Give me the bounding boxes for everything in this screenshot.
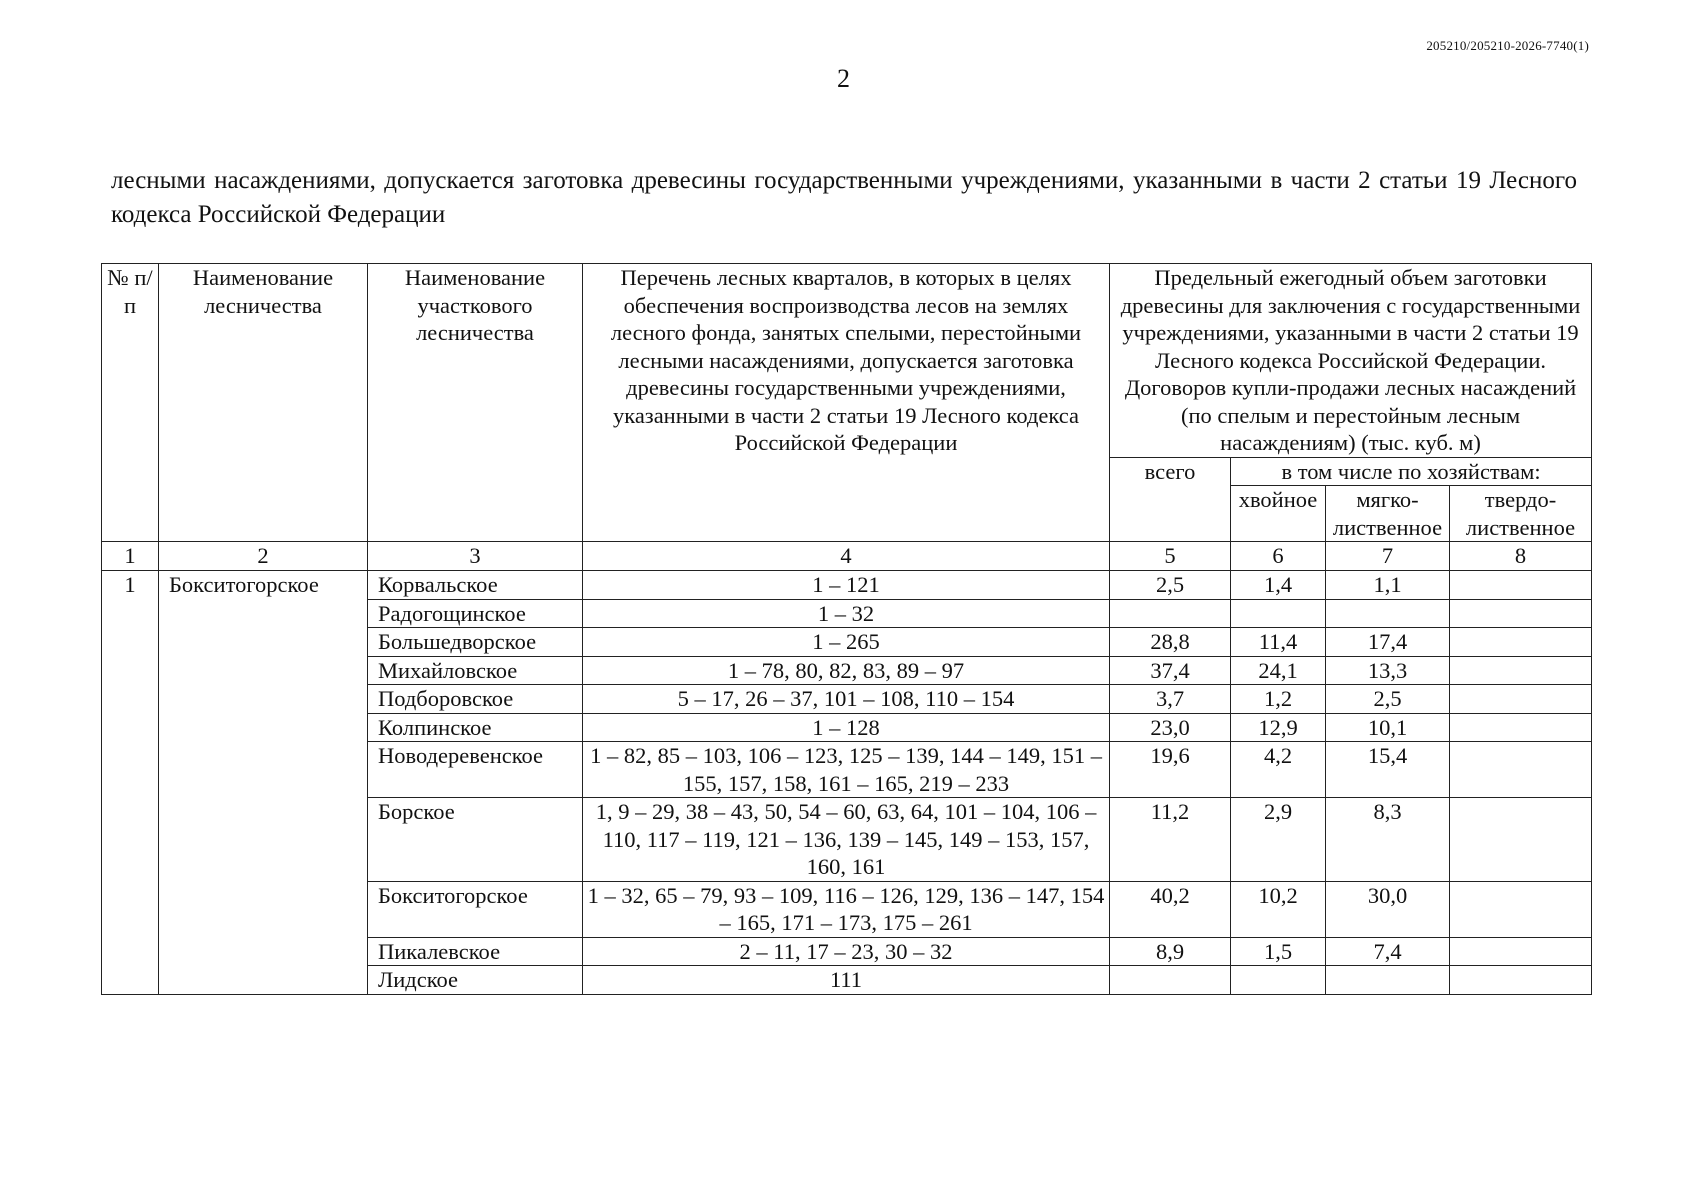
volume-softwood: 17,4 xyxy=(1326,628,1450,657)
quarters-list: 1 – 32, 65 – 79, 93 – 109, 116 – 126, 129, 136 – 147, 154 – 165, 171 – 173, 175 – 261 xyxy=(583,881,1110,937)
col-number: 3 xyxy=(368,542,583,571)
header-volume: Предельный ежегодный объем заготовки древесины для заключения с государственными учреждениями, указанными в части 2 статьи 19 Лесного кодекса Российской Федерации. Договоров купли-продажи лесных насаждений (по спелым и перестойным лесным насаждениям) (тыс. куб. м) xyxy=(1110,264,1592,458)
forestry-name: Бокситогорское xyxy=(159,571,368,995)
quarters-list: 1 – 82, 85 – 103, 106 – 123, 125 – 139, 144 – 149, 151 – 155, 157, 158, 161 – 165, 219 – 233 xyxy=(583,742,1110,798)
volume-coniferous xyxy=(1231,966,1326,995)
volume-total: 3,7 xyxy=(1110,685,1231,714)
volume-hardwood xyxy=(1450,881,1592,937)
district-name: Борское xyxy=(368,798,583,882)
volume-coniferous: 4,2 xyxy=(1231,742,1326,798)
col-number: 5 xyxy=(1110,542,1231,571)
quarters-list: 111 xyxy=(583,966,1110,995)
volume-softwood: 30,0 xyxy=(1326,881,1450,937)
volume-total: 23,0 xyxy=(1110,713,1231,742)
volume-softwood: 2,5 xyxy=(1326,685,1450,714)
quarters-list: 1 – 78, 80, 82, 83, 89 – 97 xyxy=(583,656,1110,685)
volume-total: 19,6 xyxy=(1110,742,1231,798)
volume-softwood: 8,3 xyxy=(1326,798,1450,882)
district-name: Лидское xyxy=(368,966,583,995)
quarters-list: 2 – 11, 17 – 23, 30 – 32 xyxy=(583,937,1110,966)
volume-total xyxy=(1110,966,1231,995)
page-number: 2 xyxy=(837,64,850,93)
volume-total: 2,5 xyxy=(1110,571,1231,600)
volume-softwood: 10,1 xyxy=(1326,713,1450,742)
header-district: Наименование участкового лесничества xyxy=(368,264,583,542)
col-number: 2 xyxy=(159,542,368,571)
volume-coniferous: 11,4 xyxy=(1231,628,1326,657)
district-name: Михайловское xyxy=(368,656,583,685)
quarters-list: 5 – 17, 26 – 37, 101 – 108, 110 – 154 xyxy=(583,685,1110,714)
volume-coniferous: 12,9 xyxy=(1231,713,1326,742)
district-name: Новодеревенское xyxy=(368,742,583,798)
quarters-list: 1 – 265 xyxy=(583,628,1110,657)
volume-coniferous: 10,2 xyxy=(1231,881,1326,937)
district-name: Пикалевское xyxy=(368,937,583,966)
volume-hardwood xyxy=(1450,966,1592,995)
volume-hardwood xyxy=(1450,628,1592,657)
row-number: 1 xyxy=(102,571,159,995)
col-number: 1 xyxy=(102,542,159,571)
header-quarters: Перечень лесных кварталов, в которых в целях обеспечения воспроизводства лесов на землях лесного фонда, занятых спелыми, перестойными лесными насаждениями, допускается заготовка древесины государственными учреждениями, указанными в части 2 статьи 19 Лесного кодекса Российской Федерации xyxy=(583,264,1110,542)
volume-coniferous: 1,4 xyxy=(1231,571,1326,600)
quarters-list: 1 – 32 xyxy=(583,599,1110,628)
header-softwood: мягко-лиственное xyxy=(1326,486,1450,542)
col-number: 7 xyxy=(1326,542,1450,571)
volume-coniferous xyxy=(1231,599,1326,628)
volume-hardwood xyxy=(1450,798,1592,882)
volume-coniferous: 1,5 xyxy=(1231,937,1326,966)
volume-total: 28,8 xyxy=(1110,628,1231,657)
volume-softwood: 7,4 xyxy=(1326,937,1450,966)
quarters-list: 1 – 121 xyxy=(583,571,1110,600)
volume-total: 8,9 xyxy=(1110,937,1231,966)
header-forestry: Наименование лесничества xyxy=(159,264,368,542)
volume-coniferous: 2,9 xyxy=(1231,798,1326,882)
volume-softwood: 13,3 xyxy=(1326,656,1450,685)
document-id: 205210/205210-2026-7740(1) xyxy=(1426,38,1589,53)
volume-hardwood xyxy=(1450,937,1592,966)
header-total: всего xyxy=(1110,457,1231,542)
header-coniferous: хвойное xyxy=(1231,486,1326,542)
column-numbers-row xyxy=(102,542,1592,571)
col-number: 6 xyxy=(1231,542,1326,571)
volume-coniferous: 24,1 xyxy=(1231,656,1326,685)
volume-hardwood xyxy=(1450,571,1592,600)
volume-total: 37,4 xyxy=(1110,656,1231,685)
volume-hardwood xyxy=(1450,713,1592,742)
volume-softwood xyxy=(1326,599,1450,628)
header-hardwood: твердо-лиственное xyxy=(1450,486,1592,542)
header-number: № п/п xyxy=(102,264,159,542)
volume-softwood: 1,1 xyxy=(1326,571,1450,600)
forest-quarters-table xyxy=(101,263,1592,995)
quarters-list: 1 – 128 xyxy=(583,713,1110,742)
col-number: 4 xyxy=(583,542,1110,571)
volume-hardwood xyxy=(1450,656,1592,685)
district-name: Большедворское xyxy=(368,628,583,657)
volume-total: 40,2 xyxy=(1110,881,1231,937)
district-name: Подборовское xyxy=(368,685,583,714)
quarters-list: 1, 9 – 29, 38 – 43, 50, 54 – 60, 63, 64, 101 – 104, 106 – 110, 117 – 119, 121 – 136, 139 – 145, 149 – 153, 157, 160, 161 xyxy=(583,798,1110,882)
intro-paragraph: лесными насаждениями, допускается заготовка древесины государственными учреждениями, указанными в части 2 статьи 19 Лесного кодекса Российской Федерации xyxy=(111,167,1577,228)
volume-hardwood xyxy=(1450,685,1592,714)
district-name: Колпинское xyxy=(368,713,583,742)
volume-total xyxy=(1110,599,1231,628)
volume-coniferous: 1,2 xyxy=(1231,685,1326,714)
header-including: в том числе по хозяйствам: xyxy=(1231,457,1592,486)
district-name: Корвальское xyxy=(368,571,583,600)
volume-softwood: 15,4 xyxy=(1326,742,1450,798)
volume-total: 11,2 xyxy=(1110,798,1231,882)
district-name: Радогощинское xyxy=(368,599,583,628)
volume-hardwood xyxy=(1450,742,1592,798)
district-name: Бокситогорское xyxy=(368,881,583,937)
table-row xyxy=(102,571,1592,600)
col-number: 8 xyxy=(1450,542,1592,571)
volume-softwood xyxy=(1326,966,1450,995)
volume-hardwood xyxy=(1450,599,1592,628)
